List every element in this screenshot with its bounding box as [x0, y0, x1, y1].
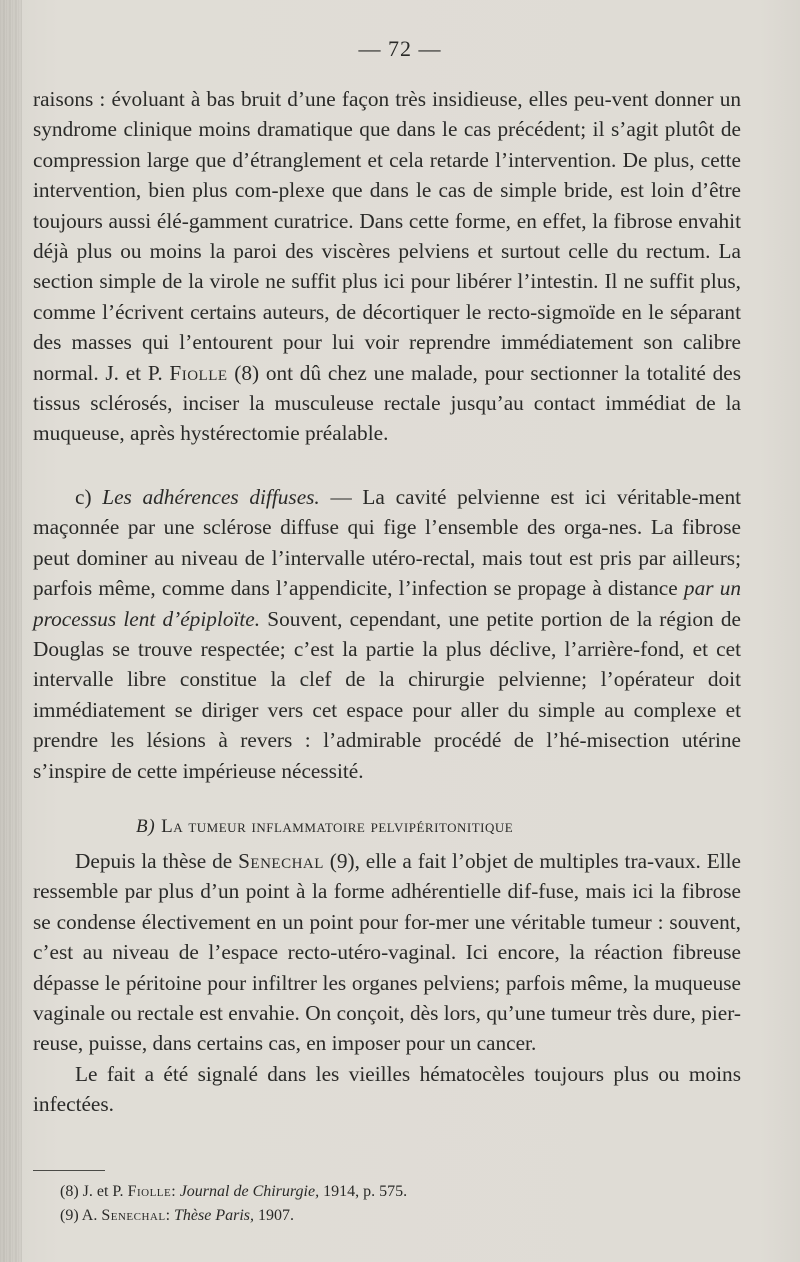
author-fiolle: Fiolle — [169, 360, 228, 385]
author-senechal: Senechal — [238, 849, 324, 873]
footnote-number: (9) A. — [60, 1207, 98, 1224]
section-c-label: c) — [75, 485, 92, 509]
footnote-details: 1914, p. 575. — [323, 1183, 408, 1200]
paragraph-1-end: (8) ont dû chez une malade, pour sectionner la totalité des tissus sclérosés, inciser la musculeuse rectale jusqu’au contact immédiat de la muqueuse, après hystérectomie préalable. — [33, 360, 741, 446]
footnote-9 — [60, 1204, 407, 1228]
footnote-separator: : — [165, 1207, 171, 1224]
section-c — [33, 482, 741, 786]
footnote-8 — [60, 1180, 407, 1204]
page-binding-edge — [0, 0, 22, 1262]
section-c-text: — La cavité pelvienne est ici véritable-ment maçonnée par une sclérose diffuse qui fige l’ensemble des orga-nes. La fibrose peut dominer au niveau de l’intervalle utéro-rectal, mais tout est pris par ailleurs; parfois même, comme dans l’appendicite, l’infection se propage à distance — [33, 485, 742, 601]
section-b-text-b: (9), elle a fait l’objet de multiples tra-vaux. Elle ressemble par plus d’un point à la forme adhérentielle dif-fuse, mais ici la fibrose se condense électivement en un point pour for-mer une véritable tumeur : souvent, c’est au niveau de l’espace recto-utéro-vaginal. Ici encore, la réaction fibreuse dépasse le péritoine pour infiltrer les organes pelviens; parfois même, la muqueuse vaginale ou rectale est envahie. On conçoit, dès lors, qu’une tumeur très dure, pier-reuse, puisse, dans certains cas, en imposer pour un cancer. — [33, 849, 742, 1056]
footnote-source: Journal de Chirurgie, — [179, 1183, 320, 1200]
footnotes — [60, 1180, 407, 1228]
section-heading-b — [136, 816, 513, 838]
paragraph-1-text: raisons : évoluant à bas bruit d’une façon très insidieuse, elles peu-vent donner un syndrome clinique moins dramatique que dans le cas précédent; il s’agit plutôt de compression large que d’étranglement et cela retarde l’intervention. De plus, cette intervention, bien plus com-plexe que dans le cas de simple bride, est loin d’être toujours aussi élé-gamment curatrice. Dans cette forme, en effet, la fibrose envahit déjà plus ou moins la paroi des viscères pelviens et surtout celle du rectum. La section simple de la virole ne suffit plus ici pour libérer l’intestin. Il ne suffit plus, comme l’écrivent certains auteurs, de décortiquer le recto-sigmoïde en le séparant des masses qui l’entourent pour lui voir reprendre immédiatement son calibre normal. J. et P. — [33, 87, 741, 385]
heading-title: La tumeur inflammatoire pelvipéritonitique — [161, 816, 514, 837]
section-b-text-a: Depuis la thèse de — [75, 849, 233, 873]
footnote-number: (8) J. et P. — [60, 1183, 124, 1200]
page-number: — 72 — — [358, 36, 442, 61]
footnote-details: 1907. — [258, 1207, 295, 1224]
section-b — [33, 846, 741, 1120]
section-b-paragraph-2: Le fait a été signalé dans les vieilles hématocèles toujours plus ou moins infectées. — [33, 1061, 741, 1117]
footnote-divider — [33, 1170, 105, 1171]
footnote-separator: : — [171, 1183, 176, 1200]
section-c-title: Les adhérences diffuses. — [102, 485, 320, 509]
footnote-author: Senechal — [101, 1207, 166, 1224]
paragraph-intro — [33, 84, 741, 449]
section-c-italic: par un processus lent d’épiploïte. — [33, 576, 741, 631]
heading-label: B) — [136, 816, 156, 837]
footnote-source: Thèse Paris, — [174, 1207, 255, 1224]
footnote-author: Fiolle — [127, 1183, 172, 1200]
section-c-text-2: Souvent, cependant, une petite portion de la région de Douglas se trouve respectée; c’est la partie la plus déclive, l’arrière-fond, et cet intervalle libre constitue la clef de la chirurgie pelvienne; l’opérateur doit immédiatement se diriger vers cet espace pour aller du simple au complexe et prendre les lésions à revers : l’admirable procédé de l’hé-misection utérine s’inspire de cette impérieuse nécessité. — [33, 606, 741, 783]
